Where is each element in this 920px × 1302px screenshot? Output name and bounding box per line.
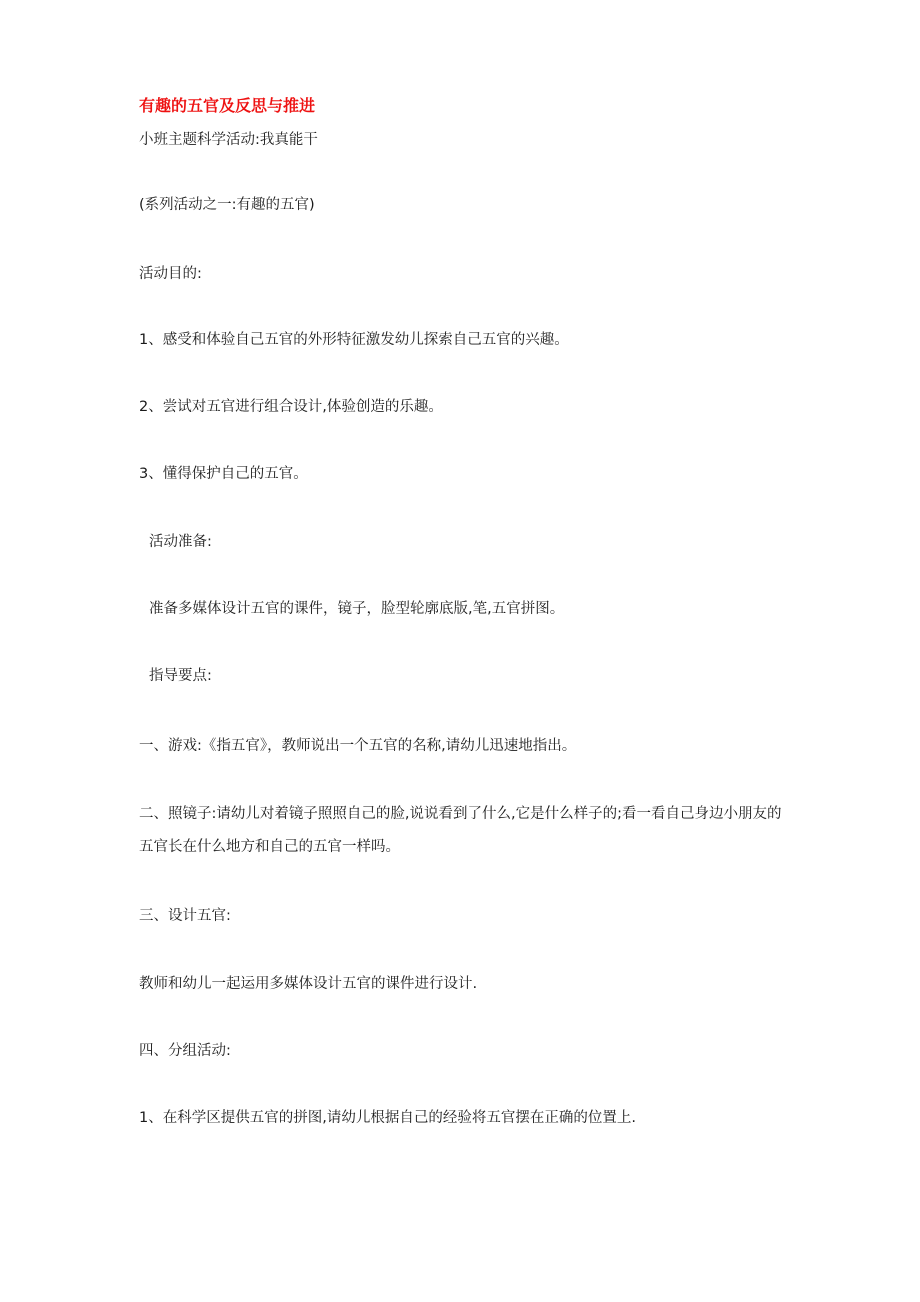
prep-text: 准备多媒体设计五官的课件，镜子，脸型轮廓底版,笔,五官拼图。 [149,601,565,617]
goals-heading: 活动目的: [139,266,202,282]
step-1: 一、游戏:《指五官》，教师说出一个五官的名称,请幼儿迅速地指出。 [139,738,577,754]
step-4-item-1: 1、在科学区提供五官的拼图,请幼儿根据自己的经验将五官摆在正确的位置上. [139,1110,636,1126]
goal-item-1: 1、感受和体验自己五官的外形特征激发幼儿探索自己五官的兴趣。 [139,332,569,348]
document-title: 有趣的五官及反思与推进 [139,96,316,115]
goal-item-3: 3、懂得保护自己的五官。 [139,466,308,482]
step-2: 二、照镜子:请幼儿对着镜子照照自己的脸,说说看到了什么,它是什么样子的;看一看自己身边小朋友的五官长在什么地方和自己的五官一样吗。 [139,806,782,855]
document-subtitle: 小班主题科学活动:我真能干 [139,132,318,148]
series-note: (系列活动之一:有趣的五官) [139,197,315,213]
goal-item-2: 2、尝试对五官进行组合设计,体验创造的乐趣。 [139,399,443,415]
step-3-text: 教师和幼儿一起运用多媒体设计五官的课件进行设计. [139,976,478,992]
guide-heading: 指导要点: [149,668,212,684]
step-3-heading: 三、设计五官: [139,908,231,924]
step-4-heading: 四、分组活动: [139,1043,231,1059]
prep-heading: 活动准备: [149,534,212,550]
